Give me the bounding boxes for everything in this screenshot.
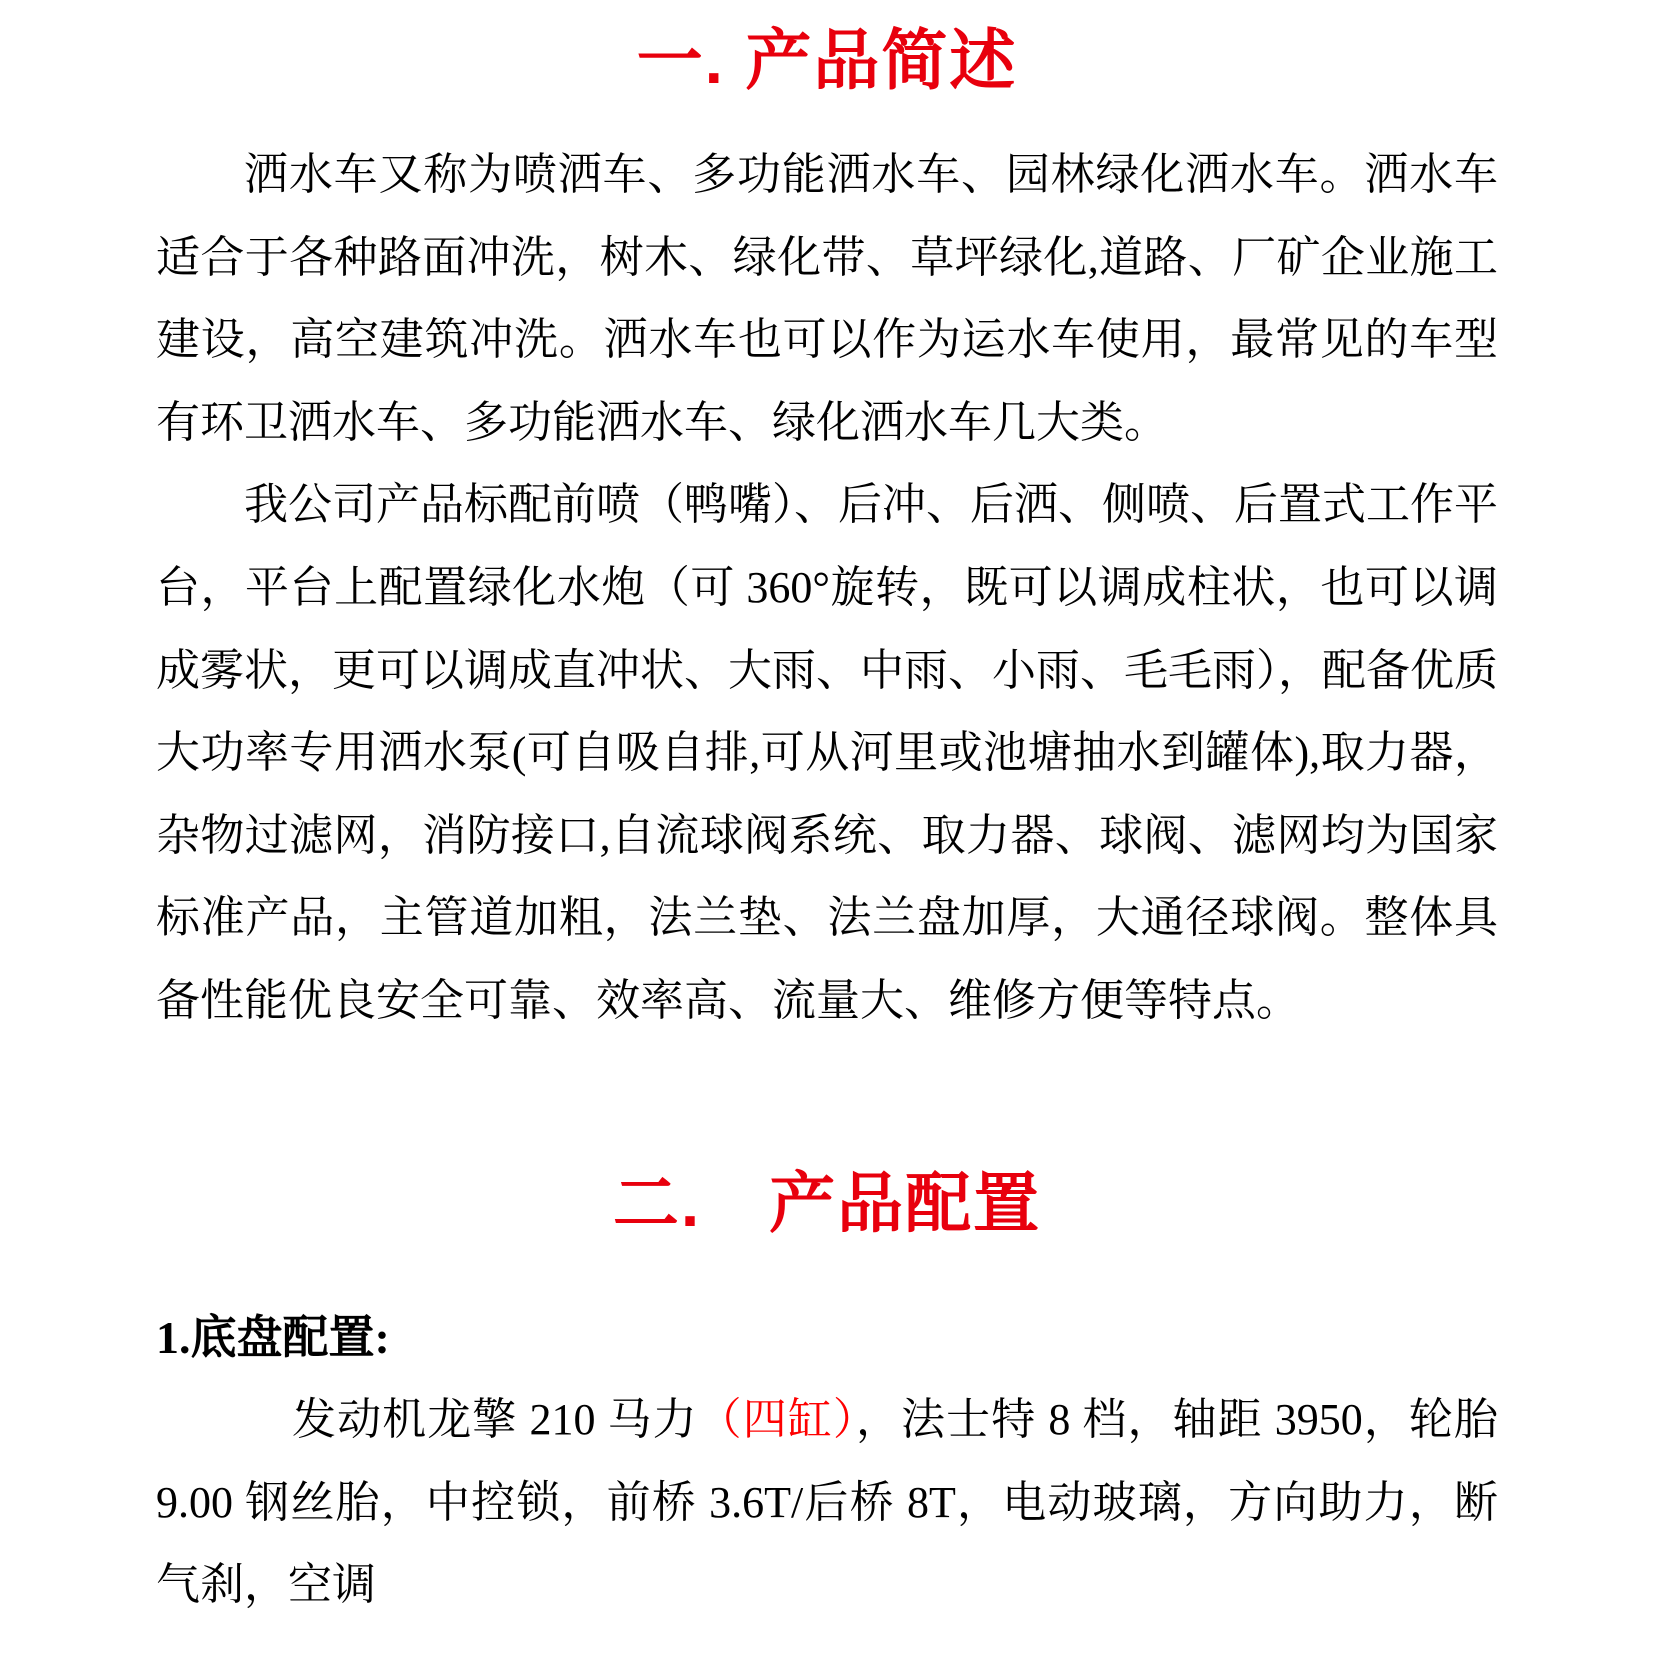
- section1-paragraph-2: 我公司产品标配前喷（鸭嘴）、后冲、后洒、侧喷、后置式工作平台，平台上配置绿化水炮（可 360°旋转，既可以调成柱状，也可以调成雾状，更可以调成直冲状、大雨、中雨、小雨、毛毛雨），配备优质大功率专用洒水泵(可自吸自排,可从河里或池塘抽水到罐体),取力器，杂物过滤网，消防接口,自流球阀系统、取力器、球阀、滤网均为国家标准产品，主管道加粗，法兰垫、法兰盘加厚，大通径球阀。整体具备性能优良安全可靠、效率高、流量大、维修方便等特点。: [156, 480, 1498, 1025]
- section1-paragraph-1: 洒水车又称为喷洒车、多功能洒水车、园林绿化洒水车。洒水车适合于各种路面冲洗，树木、绿化带、草坪绿化,道路、厂矿企业施工建设，高空建筑冲洗。洒水车也可以作为运水车使用，最常见的车型有环卫洒水车、多功能洒水车、绿化洒水车几大类。: [156, 150, 1498, 447]
- chassis-red-highlight: （四缸）: [697, 1395, 856, 1445]
- chassis-config-paragraph: [156, 1379, 1498, 1627]
- chassis-text-after-red: ，法士特 8 档，轴距 3950，轮胎 9.00 钢丝胎，中控锁，前桥 3.6T/后桥 8T，电动玻璃，方向助力，断气刹，空调: [156, 1395, 1499, 1610]
- section1-title: 一. 产品简述: [636, 23, 1018, 97]
- chassis-config-subheading: 1.底盘配置:: [156, 1311, 390, 1363]
- section2-title: 二. 产品配置: [612, 1165, 1042, 1240]
- chassis-text-before-red: 发动机龙擎 210 马力: [292, 1395, 698, 1445]
